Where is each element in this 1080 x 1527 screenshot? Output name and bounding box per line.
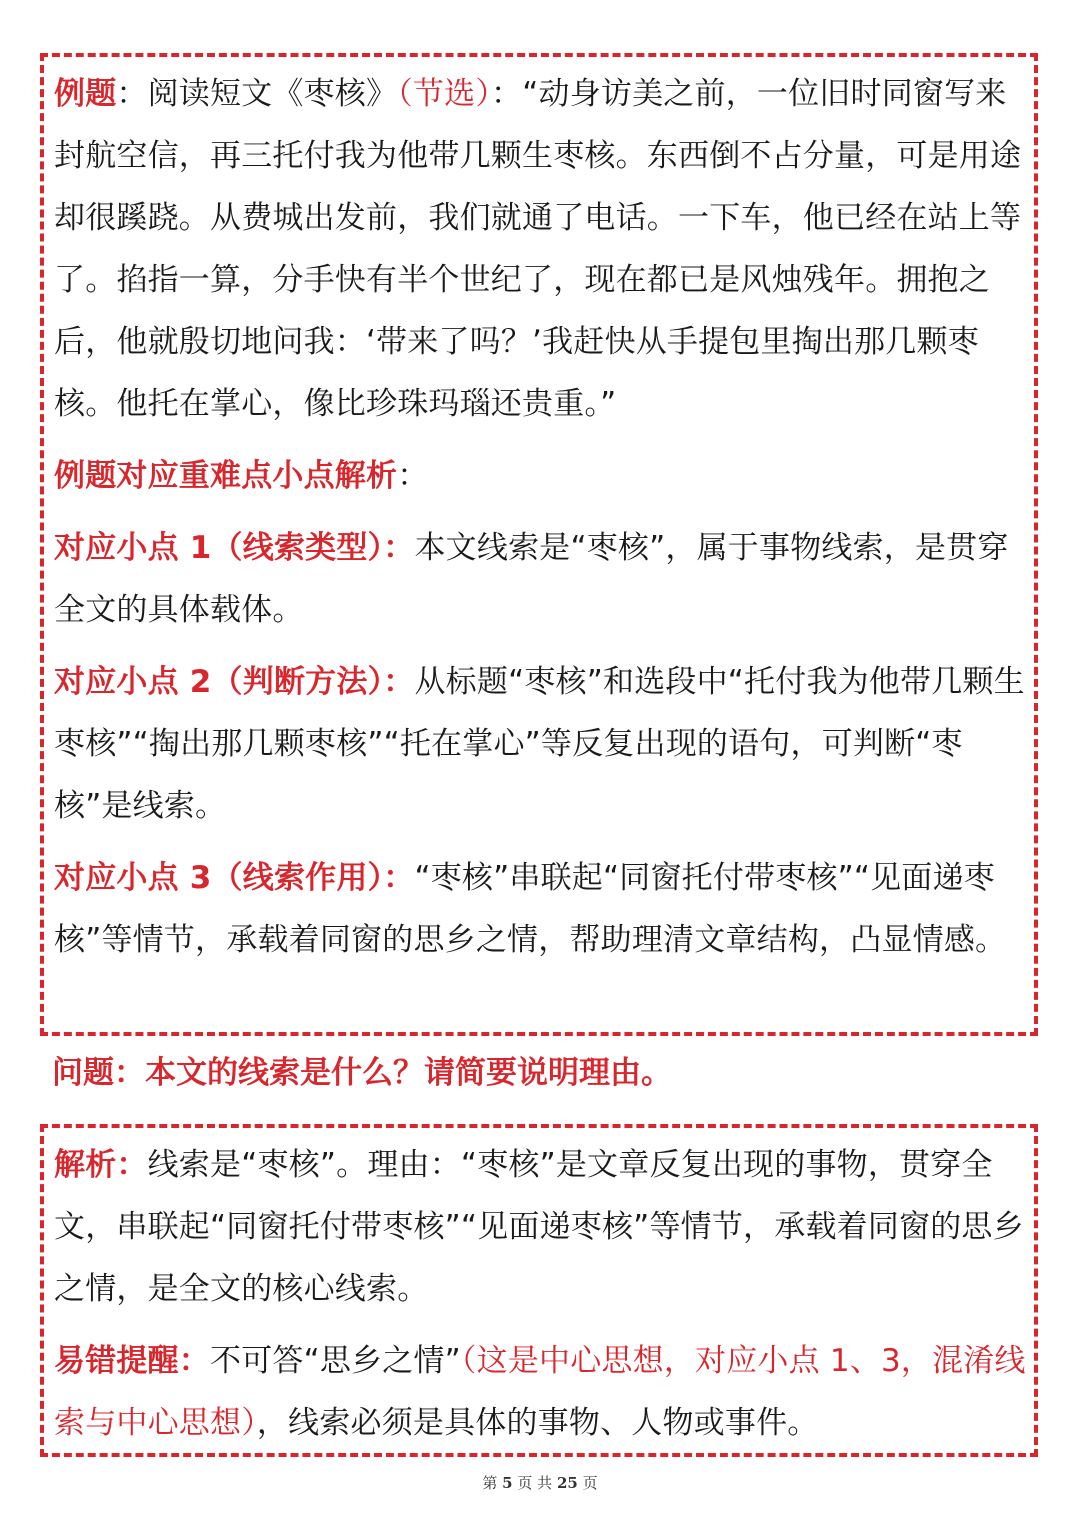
excerpt-tag: （节选） [397, 76, 492, 112]
point-1 [54, 517, 1026, 641]
answer-paragraph [54, 1134, 1026, 1320]
point-2-label: 对应小点 2（判断方法）： [54, 664, 415, 700]
example-sep-2: ： [491, 76, 523, 112]
mistake-tip-text-before: 不可答“思乡之情” [210, 1343, 461, 1379]
page-footer [0, 1472, 1080, 1493]
answer-label: 解析： [54, 1147, 148, 1183]
example-text: “动身访美之前，一位旧时同窗写来封航空信，再三托付我为他带几颗生枣核。东西倒不占分量，可是用途却很蹊跷。从费城出发前，我们就通了电话。一下车，他已经在站上等了。掐指一算，分手快有半个世纪了，现在都已是风烛残年。拥抱之后，他就殷切地问我：‘带来了吗？’我赶快从手提包里掏出那几颗枣核。他托在掌心，像比珍珠玛瑙还贵重。” [54, 76, 1022, 422]
point-1-label: 对应小点 1（线索类型）： [54, 530, 415, 566]
point-1-text: 本文线索是“枣核”，属于事物线索，是贯穿全文的具体载体。 [54, 530, 1009, 628]
footer-suffix: 页 [582, 1474, 598, 1492]
mistake-tip [54, 1330, 1026, 1454]
footer-prefix: 第 [482, 1474, 498, 1492]
point-3 [54, 847, 1026, 971]
analysis-heading-colon: ： [397, 458, 429, 494]
analysis-heading-label: 例题对应重难点小点解析 [54, 458, 398, 494]
footer-page-number: 5 [502, 1474, 513, 1492]
mistake-tip-label: 易错提醒： [54, 1343, 210, 1379]
answer-text: 线索是“枣核”。理由：“枣核”是文章反复出现的事物，贯穿全文，串联起“同窗托付带枣核”“见面递枣核”等情节，承载着同窗的思乡之情，是全文的核心线索。 [54, 1147, 1024, 1307]
example-box [40, 53, 1038, 1036]
analysis-heading [54, 445, 1026, 507]
example-sep: ： [116, 76, 148, 112]
point-3-label: 对应小点 3（线索作用）： [54, 860, 415, 896]
example-paragraph [54, 63, 1026, 435]
point-2-text: 从标题“枣核”和选段中“托付我为他带几颗生枣核”“掏出那几颗枣核”“托在掌心”等反复出现的语句，可判断“枣核”是线索。 [54, 664, 1025, 824]
footer-middle: 页 共 [517, 1474, 553, 1492]
answer-box [40, 1124, 1038, 1457]
point-2 [54, 651, 1026, 837]
footer-total-pages: 25 [556, 1474, 578, 1492]
mistake-tip-text-after: ，线索必须是具体的事物、人物或事件。 [256, 1405, 819, 1441]
question: 问题：本文的线索是什么？请简要说明理由。 [52, 1055, 672, 1091]
example-label: 例题 [54, 76, 117, 112]
example-intro: 阅读短文《枣核》 [147, 76, 398, 112]
point-3-text: “枣核”串联起“同窗托付带枣核”“见面递枣核”等情节，承载着同窗的思乡之情，帮助理清文章结构，凸显情感。 [54, 860, 1007, 958]
mistake-tip-note: （这是中心思想，对应小点 1、3，混淆线索与中心思想） [54, 1343, 1026, 1441]
